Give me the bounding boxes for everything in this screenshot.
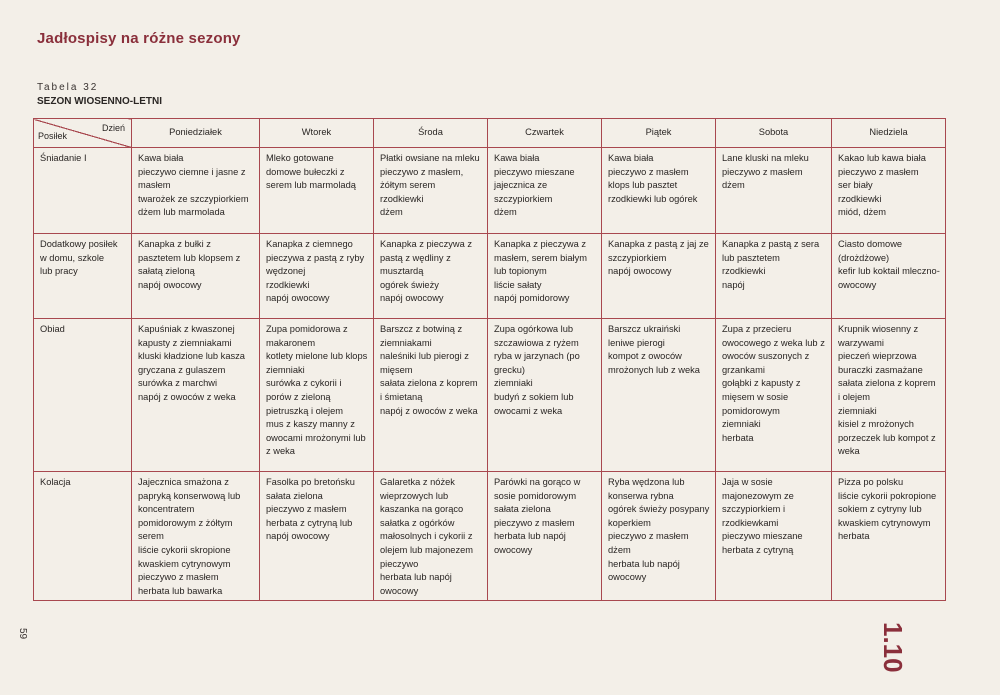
dish-item: herbata lub napój owocowy [494,531,566,555]
dish-item: ogórek świeży posypany koperkiem [608,504,710,528]
meal-name-cell [34,472,132,601]
dish-item: rzodkiewki [722,266,766,277]
menu-cell [488,319,602,472]
dish-item: Kawa biała [608,153,654,163]
dish-item: sałata zielona z koprem i śmietaną [380,378,478,402]
dish-item: liście sałaty [494,279,542,290]
menu-cell [260,234,374,319]
dish-item: Barszcz z botwiną z ziemniakami [380,324,463,348]
dish-item: gołąbki z kapusty z mięsem w sosie pomidorowym [722,378,801,416]
menu-cell [260,472,374,601]
dish-item: Jajecznica smażona z papryką konserwową lub koncentratem pomidorowym z żółtym serem [138,477,241,542]
page-number: 59 [17,628,28,640]
dish-item: Lane kluski na mleku [722,153,809,163]
dish-item: dżem lub marmolada [138,207,225,218]
dish-item: napój [722,279,745,290]
dish-item: pieczywo mieszane [494,166,575,177]
dish-item: rzodkiewki lub ogórek [608,193,698,204]
menu-cell [488,472,602,601]
menu-cell [602,234,716,319]
dish-item: sałata zielona [494,504,551,515]
dish-item: kisiel z mrożonych porzeczek lub kompot z weka [838,419,936,457]
dish-item: Kanapka z bułki z pasztetem lub klopsem z sałatą zieloną [138,239,241,277]
dish-item: sałata zielona [266,490,323,501]
meal-row [34,472,946,601]
day-header: Piątek [602,119,716,148]
dish-item: ogórek świeży [380,279,439,290]
dish-item: buraczki zasmażane [838,364,923,375]
menu-cell [602,148,716,234]
menu-cell [716,472,832,601]
menu-cell [132,148,260,234]
dish-item: Ryba wędzona lub konserwa rybna [608,477,685,501]
menu-cell [132,234,260,319]
meal-name-cell [34,148,132,234]
dish-item: jajecznica ze szczypiorkiem [494,180,553,204]
dish-item: napój pomidorowy [494,293,570,304]
menu-cell [488,148,602,234]
dish-item: pieczywo z masłem [838,166,919,177]
table-number: Tabela 32 [37,82,99,93]
dish-item: pieczywo ciemne i jasne z masłem [138,166,246,191]
dish-item: pieczywo z masłem, żółtym serem [380,166,464,191]
dish-item: Kapuśniak z kwaszonej kapusty z ziemniakami [138,324,235,348]
meal-row [34,319,946,472]
dish-item: napój z owoców z weka [380,405,478,416]
menu-cell [602,472,716,601]
menu-table [33,118,946,601]
dish-item: naleśniki lub pierogi z mięsem [380,351,469,375]
dish-item: pieczeń wieprzowa [838,351,917,362]
menu-cell [260,319,374,472]
dish-item: sałata zielona z koprem i olejem [838,378,936,402]
dish-item: Kawa biała [494,153,540,163]
dish-item: Barszcz ukraiński [608,324,681,334]
dish-item: herbata lub bawarka [138,585,223,596]
menu-cell [716,234,832,319]
meal-name: w domu, szkole [40,252,105,263]
page-title: Jadłospisy na różne sezony [37,30,241,47]
dish-item: ziemniaki [838,405,877,416]
meal-name: Kolacja [40,477,71,487]
menu-cell [832,148,946,234]
dish-item: dżem [494,207,517,218]
dish-item: herbata z cytryną lub napój owocowy [266,517,353,542]
dish-item: herbata lub napój owocowy [380,572,452,596]
dish-item: pieczywo z masłem [266,504,347,515]
dish-item: Zupa ogórkowa lub szczawiowa z ryżem [494,324,579,348]
corner-meal-label: Posiłek [38,131,68,142]
dish-item: herbata lub napój owocowy [608,558,680,583]
dish-item: dżem [722,180,745,191]
dish-item: rzodkiewki [266,279,310,290]
dish-item: pieczywo z masłem [722,166,803,177]
menu-cell [132,472,260,601]
dish-item: ryba w jarzynach (po grecku) [494,351,580,375]
dish-item: pieczywo z masłem [494,517,575,528]
day-header: Czwartek [488,119,602,148]
dish-item: Kawa biała [138,153,184,163]
dish-item: Kanapka z pastą z sera lub pasztetem [722,239,820,263]
meal-name: lub pracy [40,266,78,277]
menu-cell [488,234,602,319]
day-header: Wtorek [260,119,374,148]
dish-item: herbata z cytryną [722,544,794,555]
dish-item: herbata [722,432,754,443]
dish-item: surówka z marchwi [138,378,218,389]
corner-day-label: Dzień [101,123,125,133]
dish-item: Ciasto domowe (drożdżowe) [838,239,903,263]
menu-cell [716,148,832,234]
dish-item: pieczywo z masłem [608,166,689,177]
dish-item: miód, dżem [838,207,887,218]
dish-item: pieczywo [380,558,419,569]
dish-item: Kanapka z pieczywa z masłem, serem białym lub topionym [494,239,587,277]
dish-item: dżem [380,207,403,218]
menu-body [34,148,946,601]
dish-item: budyń z sokiem lub owocami z weka [494,391,574,416]
dish-item: Pizza po polsku [838,477,904,487]
dish-item: Płatki owsiane na mleku [380,153,480,163]
meal-name: Dodatkowy posiłek [40,239,118,249]
day-header: Sobota [716,119,832,148]
dish-item: domowe bułeczki z serem lub marmoladą [266,166,356,191]
day-header: Środa [374,119,488,148]
menu-cell [832,472,946,601]
section-number: 1.10 [878,622,908,673]
corner-cell [34,119,132,148]
menu-cell [716,319,832,472]
meal-row [34,148,946,234]
menu-cell [260,148,374,234]
dish-item: ser biały [838,180,873,191]
dish-item: Krupnik wiosenny z warzywami [838,324,919,348]
header-row [34,119,946,148]
dish-item: Fasolka po bretońsku [266,477,355,487]
menu-cell [832,319,946,472]
dish-item: ziemniaki [494,378,533,389]
dish-item: dżem [608,544,631,555]
dish-item: Jaja w sosie majonezowym ze szczypiorkiem i rzodkiewkami [722,477,794,528]
dish-item: kotlety mielone lub klops [266,351,368,362]
meal-name-cell [34,319,132,472]
dish-item: napój owocowy [608,266,672,277]
dish-item: napój owocowy [266,293,330,304]
dish-item: kompot z owoców mrożonych lub z weka [608,351,700,375]
dish-item: Kakao lub kawa biała [838,153,926,163]
dish-item: twarożek ze szczypiorkiem [138,193,249,204]
dish-item: Zupa z przecieru owocowego z weka lub z owoców suszonych z grzankami [722,324,825,375]
dish-item: leniwe pierogi [608,337,665,348]
menu-cell [374,234,488,319]
dish-item: pieczywo z masłem [608,531,689,542]
dish-item: rzodkiewki [838,193,882,204]
meal-name-cell [34,234,132,319]
dish-item: Parówki na gorąco w sosie pomidorowym [494,477,581,501]
dish-item: pieczywo z masłem [138,572,219,583]
dish-item: rzodkiewki [380,193,424,204]
dish-item: ziemniaki [266,364,305,375]
dish-item: liście cykorii skropione kwaskiem cytrynowym [138,544,231,569]
dish-item: Zupa pomidorowa z makaronem [266,324,348,348]
day-header: Poniedziałek [132,119,260,148]
meal-row [34,234,946,319]
dish-item: napój owocowy [380,293,444,304]
dish-item: surówka z cykorii i porów z zieloną pietruszką i olejem [266,378,343,416]
dish-item: napój z owoców z weka [138,391,236,402]
dish-item: Kanapka z pastą z jaj ze szczypiorkiem [608,239,709,263]
menu-cell [374,148,488,234]
dish-item: Kanapka z pieczywa z pastą z wędliny z musztardą [380,239,472,277]
menu-cell [832,234,946,319]
dish-item: liście cykorii pokropione sokiem z cytryny lub kwaskiem cytrynowym [838,490,937,528]
menu-cell [132,319,260,472]
meal-name: Śniadanie I [40,153,87,163]
dish-item: napój owocowy [138,279,202,290]
dish-item: Mleko gotowane [266,153,334,163]
dish-item: mus z kaszy manny z owocami mrożonymi lub z weka [266,419,366,457]
dish-item: kefir lub koktail mleczno-owocowy [838,266,940,290]
menu-cell [374,472,488,601]
day-header: Niedziela [832,119,946,148]
dish-item: Galaretka z nóżek wieprzowych lub kaszanka na gorąco [380,477,464,515]
menu-cell [602,319,716,472]
dish-item: pieczywo mieszane [722,531,803,542]
table-subtitle: SEZON WIOSENNO-LETNI [37,96,162,107]
meal-name: Obiad [40,324,65,334]
menu-cell [374,319,488,472]
dish-item: ziemniaki [722,419,761,430]
dish-item: klops lub pasztet [608,180,678,191]
dish-item: sałatka z ogórków małosolnych i cykorii z olejem lub majonezem [380,517,474,555]
dish-item: Kanapka z ciemnego pieczywa z pastą z ryby wędzonej [266,239,365,277]
dish-item: herbata [838,531,870,542]
dish-item: kluski kładzione lub kasza gryczana z gulaszem [138,351,245,375]
